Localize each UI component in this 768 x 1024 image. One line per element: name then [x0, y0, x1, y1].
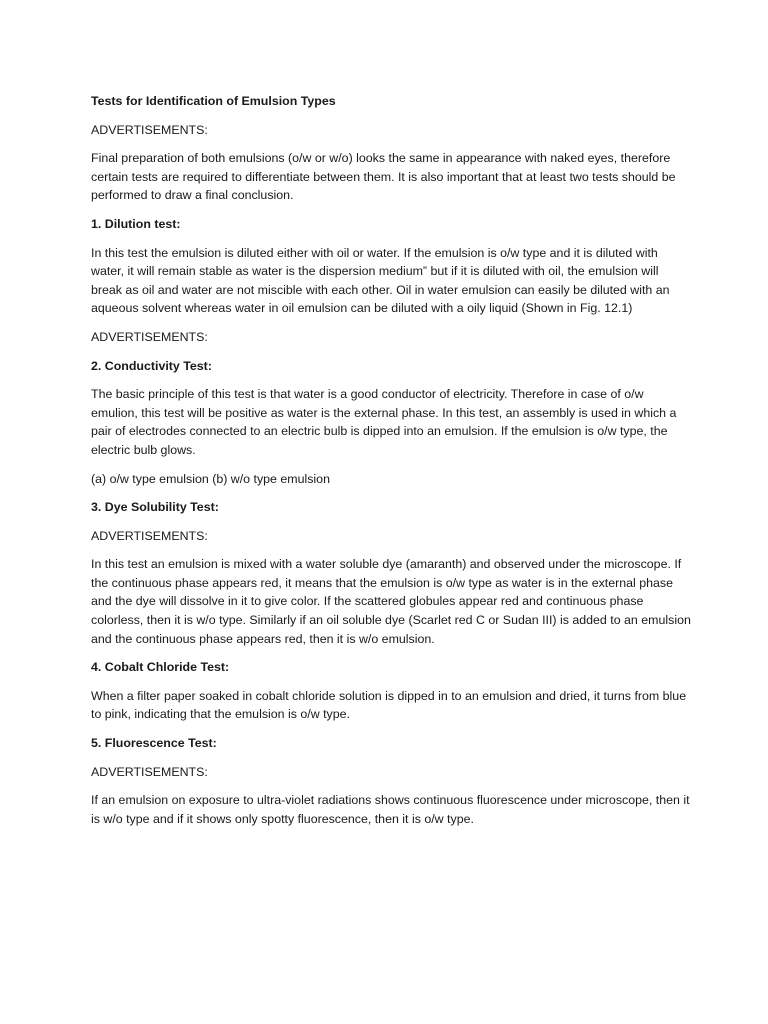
section-heading-conductivity-test: 2. Conductivity Test: — [91, 358, 212, 373]
dilution-test-paragraph: In this test the emulsion is diluted either with oil or water. If the emulsion is o/w type and it is diluted with water, it will remain stable as water is the dispersion medium” but if it is diluted with oil, the emulsion will break as oil and water are not miscible with each other. Oil in water emulsion can easily be diluted with an aqueous solvent whereas water in oil emulsion can be diluted with a oily liquid (Shown in Fig. 12.1) — [91, 245, 670, 316]
section-heading-dye-solubility-test: 3. Dye Solubility Test: — [91, 500, 219, 515]
advertisement-label: ADVERTISEMENTS: — [91, 764, 208, 779]
fluorescence-test-paragraph: If an emulsion on exposure to ultra-violet radiations shows continuous fluorescence under microscope, then it is w/o type and if it shows only spotty fluorescence, then it is o/w type. — [91, 793, 690, 826]
cobalt-chloride-test-paragraph: When a filter paper soaked in cobalt chloride solution is dipped in to an emulsion and dried, it turns from blue to pink, indicating that the emulsion is o/w type. — [91, 688, 687, 722]
advertisement-label: ADVERTISEMENTS: — [91, 122, 208, 137]
section-heading-dilution-test: 1. Dilution test: — [91, 216, 181, 231]
advertisement-label: ADVERTISEMENTS: — [91, 528, 208, 543]
dye-solubility-test-paragraph: In this test an emulsion is mixed with a water soluble dye (amaranth) and observed under the microscope. If the continuous phase appears red, it means that the emulsion is o/w type as water is in the external phase and the dye will dissolve in it to give color. If the scattered globules appear red and continuous phase colorless, then it is w/o type. Similarly if an oil soluble dye (Scarlet red C or Sudan III) is added to an emulsion and the continuous phase appears red, then it is w/o emulsion. — [91, 557, 691, 646]
advertisement-label: ADVERTISEMENTS: — [91, 329, 208, 344]
section-heading-cobalt-chloride-test: 4. Cobalt Chloride Test: — [91, 660, 230, 675]
intro-paragraph: Final preparation of both emulsions (o/w or w/o) looks the same in appearance with naked eyes, therefore certain tests are required to differentiate between them. It is also important that at least two tests should be performed to draw a final conclusion. — [91, 151, 676, 203]
document-page — [91, 92, 691, 838]
figure-caption: (a) o/w type emulsion (b) w/o type emulsion — [91, 471, 330, 486]
document-title: Tests for Identification of Emulsion Types — [91, 94, 336, 108]
conductivity-test-paragraph: The basic principle of this test is that water is a good conductor of electricity. Therefore in case of o/w emulion, this test will be positive as water is the external phase. In this test, an assembly is used in which a pair of electrodes connected to an electric bulb is dipped into an emulsion. If the emulsion is o/w type, the electric bulb glows. — [91, 387, 677, 457]
section-heading-fluorescence-test: 5. Fluorescence Test: — [91, 736, 217, 751]
